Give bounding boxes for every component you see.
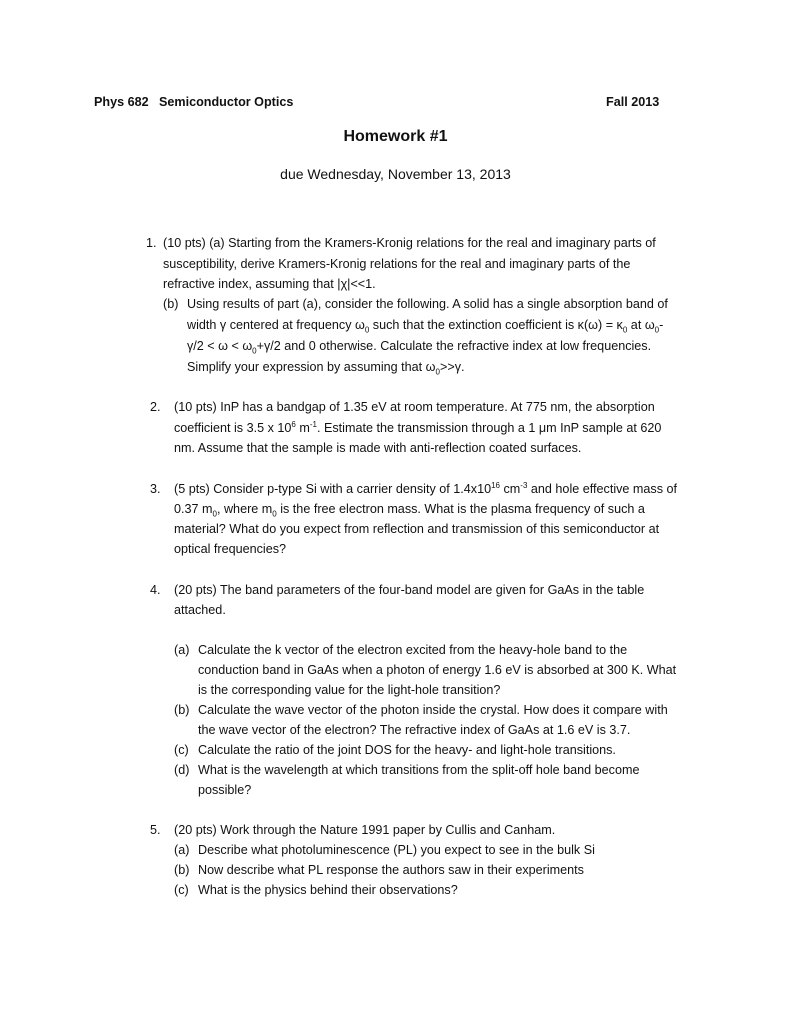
part-text-line: Simplify your expression by assuming that $\omega_0>>\gamma$. [187,360,465,377]
problem-text-line: (20 pts) Work through the Nature 1991 paper by Cullis and Canham. [174,823,556,837]
part-text-line: Calculate the ratio of the joint DOS for the heavy- and light-hole transitions. [198,743,616,757]
part-label: (a) [174,843,190,857]
problem-text-line: (10 pts) InP has a bandgap of 1.35 eV at room temperature. At 775 nm, the absorption [174,400,655,414]
problem-text-line: 0.37 $m_0$, where $m_0$ is the free electron mass. What is the plasma frequency of such a [174,502,645,519]
course-title: Semiconductor Optics [159,95,294,109]
problem-text-line: coefficient is 3.5 x $10^6$ $m^{-1}$. Estimate the transmission through a 1 μm InP sample at 620 [174,419,662,435]
due-date: due Wednesday, November 13, 2013 [280,166,511,182]
part-text-line: conduction band in GaAs when a photon of energy 1.6 eV is absorbed at 300 K. What [198,663,677,677]
problem-number: 5. [150,823,161,837]
part-text-line: width γ centered at frequency $\omega_0$ such that the extinction coefficient is $\kappa(\omega) = \kappa_0$ at $\omega_0-$ [187,318,664,335]
term: Fall 2013 [606,95,660,109]
part-text-line: is the corresponding value for the light-hole transition? [198,683,501,697]
part-text-line: $\gamma/2 < \omega < \omega_0+\gamma/2$ and 0 otherwise. Calculate the refractive index at low frequencies. [187,339,652,356]
part-text-line: Now describe what PL response the authors saw in their experiments [198,863,584,877]
problem-text-line: optical frequencies? [174,542,287,556]
part-text-line: What is the physics behind their observations? [198,883,458,897]
part-label: (b) [163,297,179,311]
part-label: (d) [174,763,190,777]
problem-number: 2. [150,400,161,414]
part-label: (c) [174,883,189,897]
problem-text-line: (10 pts) (a) Starting from the Kramers-Kronig relations for the real and imaginary parts of [163,236,656,250]
problem-text-line: material? What do you expect from reflection and transmission of this semiconductor at [174,522,660,536]
part-label: (b) [174,863,190,877]
part-label: (b) [174,703,190,717]
part-text-line: the wave vector of the electron? The refractive index of GaAs at 1.6 eV is 3.7. [198,723,631,737]
problem-text-line: (20 pts) The band parameters of the four-band model are given for GaAs in the table [174,583,645,597]
problem-text-line: (5 pts) Consider p-type Si with a carrier density of $1.4x10^{16}$ $cm^{-3}$ and hole effective mass of [174,480,678,496]
course-number: Phys 682 [94,95,149,109]
part-text-line: Calculate the k vector of the electron excited from the heavy-hole band to the [198,643,628,657]
part-label: (c) [174,743,189,757]
problem-text-line: nm. Assume that the sample is made with anti-reflection coated surfaces. [174,441,582,455]
part-text-line: possible? [198,783,252,797]
problem-text-line: attached. [174,603,226,617]
problem-text-line: refractive index, assuming that |χ|<<1. [163,277,376,291]
problem-number: 3. [150,482,161,496]
page-title: Homework #1 [343,128,448,145]
part-text-line: Using results of part (a), consider the following. A solid has a single absorption band of [187,297,668,311]
part-text-line: Calculate the wave vector of the photon inside the crystal. How does it compare with [198,703,668,717]
problem-text-line: susceptibility, derive Kramers-Kronig relations for the real and imaginary parts of the [163,257,631,271]
part-text-line: What is the wavelength at which transitions from the split-off hole band become [198,763,640,777]
problem-number: 4. [150,583,161,597]
problem-number: 1. [146,236,157,250]
part-label: (a) [174,643,190,657]
part-text-line: Describe what photoluminescence (PL) you expect to see in the bulk Si [198,843,595,857]
